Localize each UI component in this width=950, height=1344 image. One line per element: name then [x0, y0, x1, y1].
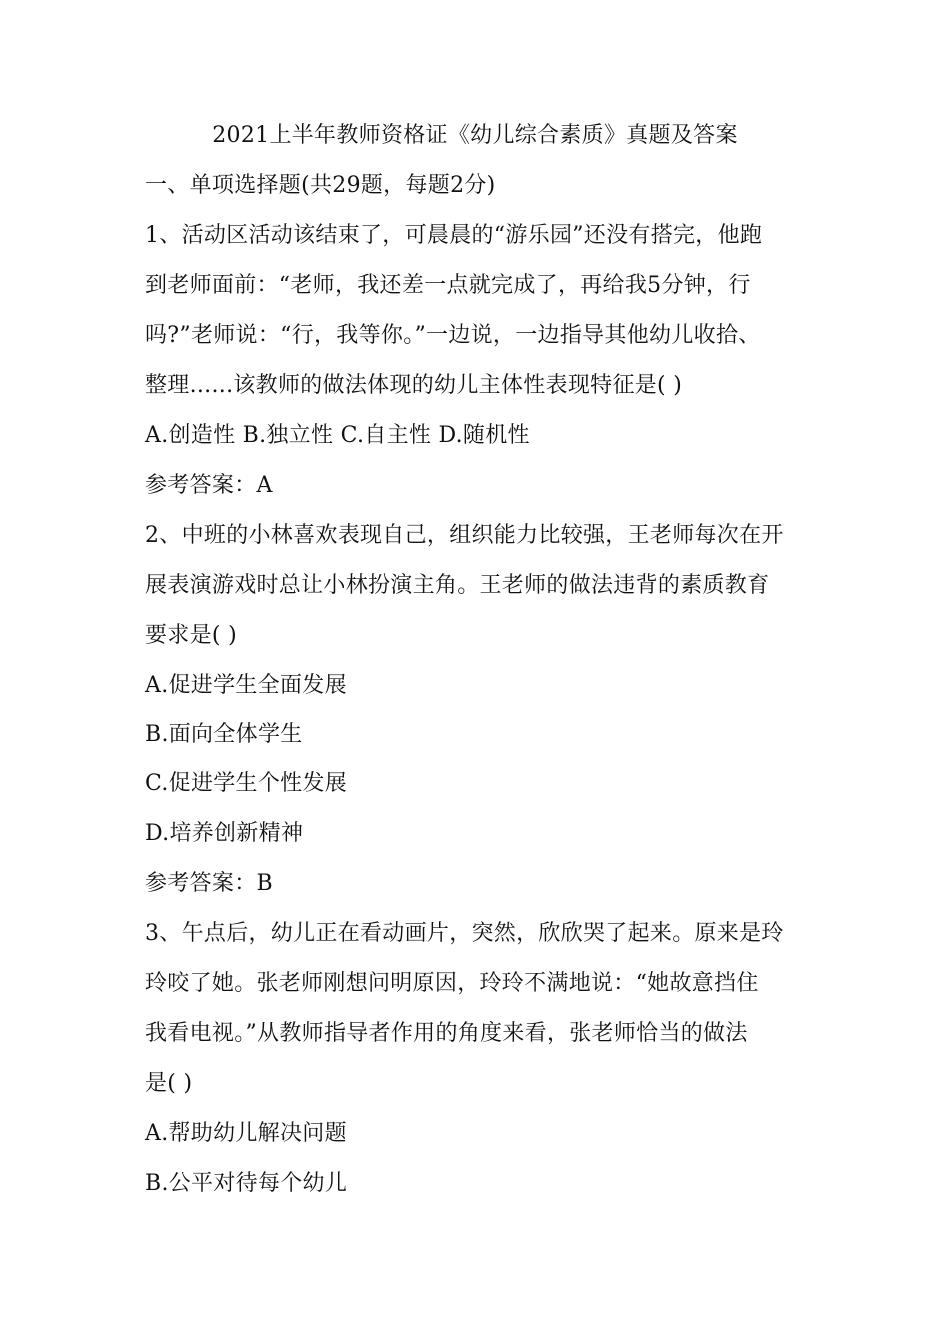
question-2-line-3: 要求是( ): [145, 623, 237, 648]
question-1-line-1: 1、活动区活动该结束了，可晨晨的“游乐园”还没有搭完，他跑: [145, 223, 763, 248]
question-2-option-a: A.促进学生全面发展: [145, 673, 347, 698]
question-3-line-4: 是( ): [145, 1071, 193, 1096]
question-1-options: A.创造性 B.独立性 C.自主性 D.随机性: [145, 423, 530, 448]
question-2-option-c: C.促进学生个性发展: [145, 771, 348, 796]
question-3-line-2: 玲咬了她。张老师刚想问明原因，玲玲不满地说：“她故意挡住: [145, 971, 759, 996]
question-3-line-3: 我看电视。”从教师指导者作用的角度来看，张老师恰当的做法: [145, 1021, 748, 1046]
question-1-line-4: 整理......该教师的做法体现的幼儿主体性表现特征是( ): [145, 373, 683, 398]
question-1-line-2: 到老师面前：“老师，我还差一点就完成了，再给我5分钟，行: [145, 273, 751, 298]
section-heading: 一、单项选择题(共29题，每题2分): [145, 173, 496, 198]
question-2-option-b: B.面向全体学生: [145, 722, 303, 747]
question-3-option-a: A.帮助幼儿解决问题: [145, 1121, 347, 1146]
question-1-line-3: 吗?”老师说：“行，我等你。”一边说，一边指导其他幼儿收拾、: [145, 323, 761, 348]
question-1-answer: 参考答案：A: [145, 473, 273, 498]
question-2-line-1: 2、中班的小林喜欢表现自己，组织能力比较强，王老师每次在开: [145, 523, 784, 548]
question-2-line-2: 展表演游戏时总让小林扮演主角。王老师的做法违背的素质教育: [145, 573, 770, 598]
question-3-option-b: B.公平对待每个幼儿: [145, 1171, 348, 1196]
document-title: 2021上半年教师资格证《幼儿综合素质》真题及答案: [212, 123, 738, 148]
question-2-option-d: D.培养创新精神: [145, 821, 304, 846]
question-2-answer: 参考答案：B: [145, 871, 273, 896]
question-3-line-1: 3、午点后，幼儿正在看动画片，突然，欣欣哭了起来。原来是玲: [145, 921, 784, 946]
